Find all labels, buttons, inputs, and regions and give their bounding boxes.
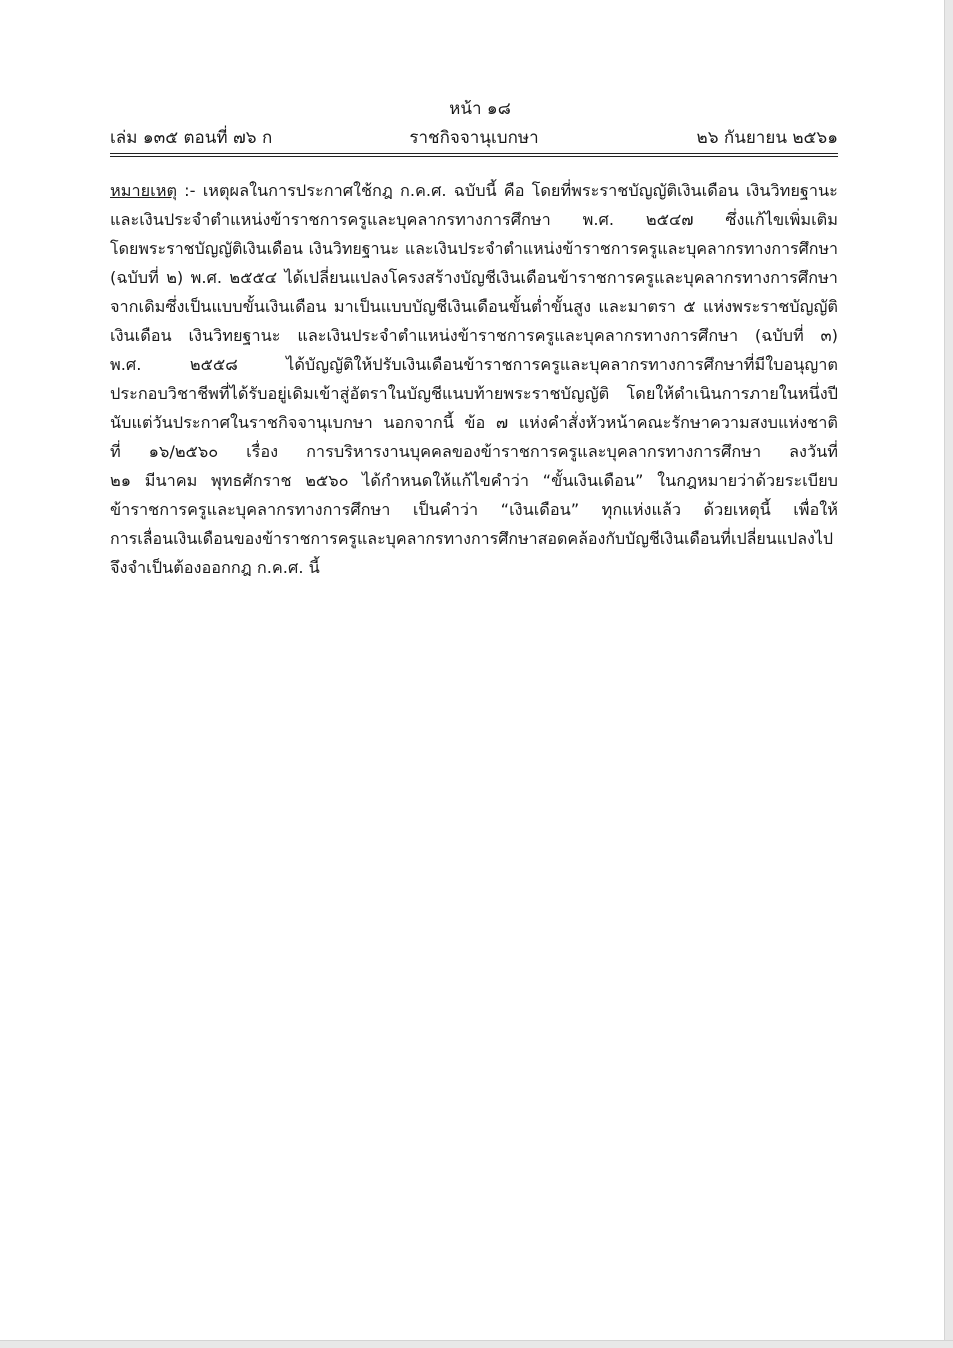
note-line xyxy=(110,437,838,466)
note-word: ๒๑ xyxy=(110,471,132,490)
note-word: การบริหารงานบุคคลของข้าราชการครูและบุคลากรทางการศึกษา xyxy=(306,442,762,461)
note-paragraph xyxy=(110,176,838,582)
note-word: พ.ศ. xyxy=(582,210,615,229)
note-word: (ฉบับที่ xyxy=(110,268,159,287)
header-rule xyxy=(110,153,838,154)
note-word: มาเป็นแบบบัญชีเงินเดือนขั้นต่ำขั้นสูง xyxy=(333,297,592,316)
note-word: พุทธศักราช xyxy=(211,471,292,490)
note-word: เงินวิทยฐานะ xyxy=(745,181,838,200)
note-word: ๕ xyxy=(683,297,696,316)
note-word: ๒) xyxy=(166,268,184,287)
note-line xyxy=(110,292,838,321)
note-word: พ.ศ. xyxy=(190,268,223,287)
page-shadow-bottom xyxy=(0,1340,953,1348)
note-word: ข้าราชการครูและบุคลากรทางการศึกษา xyxy=(110,500,391,519)
note-word: :- xyxy=(184,181,196,200)
note-line xyxy=(110,234,838,263)
note-word: ลงวันที่ xyxy=(789,442,838,461)
note-word: ประกอบวิชาชีพที่ได้รับอยู่เดิมเข้าสู่อัตราในบัญชีแนบท้ายพระราชบัญญัติ xyxy=(110,384,610,403)
note-word: ฉบับนี้ xyxy=(453,181,497,200)
note-word: เป็นคำว่า xyxy=(412,500,479,519)
volume-issue: เล่ม ๑๓๕ ตอนที่ ๗๖ ก xyxy=(110,128,273,148)
note-line xyxy=(110,321,838,350)
note-line xyxy=(110,466,838,495)
note-line xyxy=(110,176,838,205)
note-word: นอกจากนี้ xyxy=(383,413,454,432)
note-word: “ขั้นเงินเดือน” xyxy=(542,471,644,490)
note-word: เหตุผลในการประกาศใช้กฎ xyxy=(202,181,393,200)
note-word: ข้อ xyxy=(464,413,486,432)
note-word: และเงินประจำตำแหน่งข้าราชการครูและบุคลากรทางการศึกษา xyxy=(297,326,739,345)
page-shadow-right xyxy=(944,0,953,1348)
note-word: พ.ศ. xyxy=(110,355,142,374)
publication-title: ราชกิจจานุเบกษา xyxy=(409,128,539,148)
note-word: การเลื่อนเงินเดือนของข้าราชการครูและบุคลากรทางการศึกษาสอดคล้องกับบัญชีเงินเดือนที่เปลี่ยนแปลงไป xyxy=(110,529,834,548)
note-word: จากเดิมซึ่งเป็นแบบขั้นเงินเดือน xyxy=(110,297,327,316)
note-line xyxy=(110,205,838,234)
page-number: หน้า ๑๘ xyxy=(449,99,511,119)
note-last-line: จึงจำเป็นต้องออกกฎ ก.ค.ศ. นี้ xyxy=(110,558,320,577)
note-word: มีนาคม xyxy=(144,471,198,490)
note-word: ได้บัญญัติให้ปรับเงินเดือนข้าราชการครูและบุคลากรทางการศึกษาที่มีใบอนุญาต xyxy=(286,355,838,374)
note-word: ๒๕๔๗ xyxy=(645,210,694,229)
note-word: และเงินประจำตำแหน่งข้าราชการครูและบุคลากรทางการศึกษา xyxy=(404,239,838,258)
note-line xyxy=(110,350,838,379)
note-word: ได้กำหนดให้แก้ไขคำว่า xyxy=(362,471,530,490)
note-word: (ฉบับที่ xyxy=(754,326,804,345)
gazette-header xyxy=(110,126,838,150)
note-word: เงินวิทยฐานะ xyxy=(308,239,400,258)
note-line xyxy=(110,524,838,553)
note-line xyxy=(110,263,838,292)
note-word: เงินวิทยฐานะ xyxy=(188,326,281,345)
note-line xyxy=(110,379,838,408)
note-word: เรื่อง xyxy=(246,442,279,461)
note-word: ๑๖/๒๕๖๐ xyxy=(148,442,219,461)
note-line xyxy=(110,495,838,524)
note-word: โดยพระราชบัญญัติเงินเดือน xyxy=(110,239,303,258)
note-word: นับแต่วันประกาศในราชกิจจานุเบกษา xyxy=(110,413,373,432)
note-word: ด้วยเหตุนี้ xyxy=(703,500,771,519)
header-rule-secondary xyxy=(110,156,838,157)
note-word: ก.ค.ศ. xyxy=(400,181,447,200)
note-word: แห่งพระราชบัญญัติ xyxy=(702,297,838,316)
note-word: เงินเดือน xyxy=(110,326,172,345)
publication-date: ๒๖ กันยายน ๒๕๖๑ xyxy=(696,128,838,148)
note-word: แห่งคำสั่งหัวหน้าคณะรักษาความสงบแห่งชาติ xyxy=(518,413,838,432)
note-word: และมาตรา xyxy=(598,297,676,316)
note-label: หมายเหตุ xyxy=(110,181,178,200)
note-word: โดยที่พระราชบัญญัติเงินเดือน xyxy=(531,181,739,200)
note-word: ได้เปลี่ยนแปลงโครงสร้างบัญชีเงินเดือนข้าราชการครูและบุคลากรทางการศึกษา xyxy=(284,268,838,287)
note-word: ที่ xyxy=(110,442,121,461)
note-word: ๗ xyxy=(495,413,509,432)
note-word: ๒๕๕๘ xyxy=(189,355,238,374)
note-line xyxy=(110,408,838,437)
note-word: และเงินประจำตำแหน่งข้าราชการครูและบุคลากรทางการศึกษา xyxy=(110,210,551,229)
note-word: ทุกแห่งแล้ว xyxy=(601,500,682,519)
note-word: โดยให้ดำเนินการภายในหนึ่งปี xyxy=(626,384,838,403)
note-word: เพื่อให้ xyxy=(793,500,838,519)
note-word: ๒๕๕๔ xyxy=(229,268,278,287)
note-word: “เงินเดือน” xyxy=(500,500,580,519)
note-word: คือ xyxy=(503,181,525,200)
note-word: ๓) xyxy=(820,326,838,345)
note-word: ๒๕๖๐ xyxy=(305,471,349,490)
note-word: ในกฎหมายว่าด้วยระเบียบ xyxy=(657,471,838,490)
note-word: ซึ่งแก้ไขเพิ่มเติม xyxy=(725,210,838,229)
